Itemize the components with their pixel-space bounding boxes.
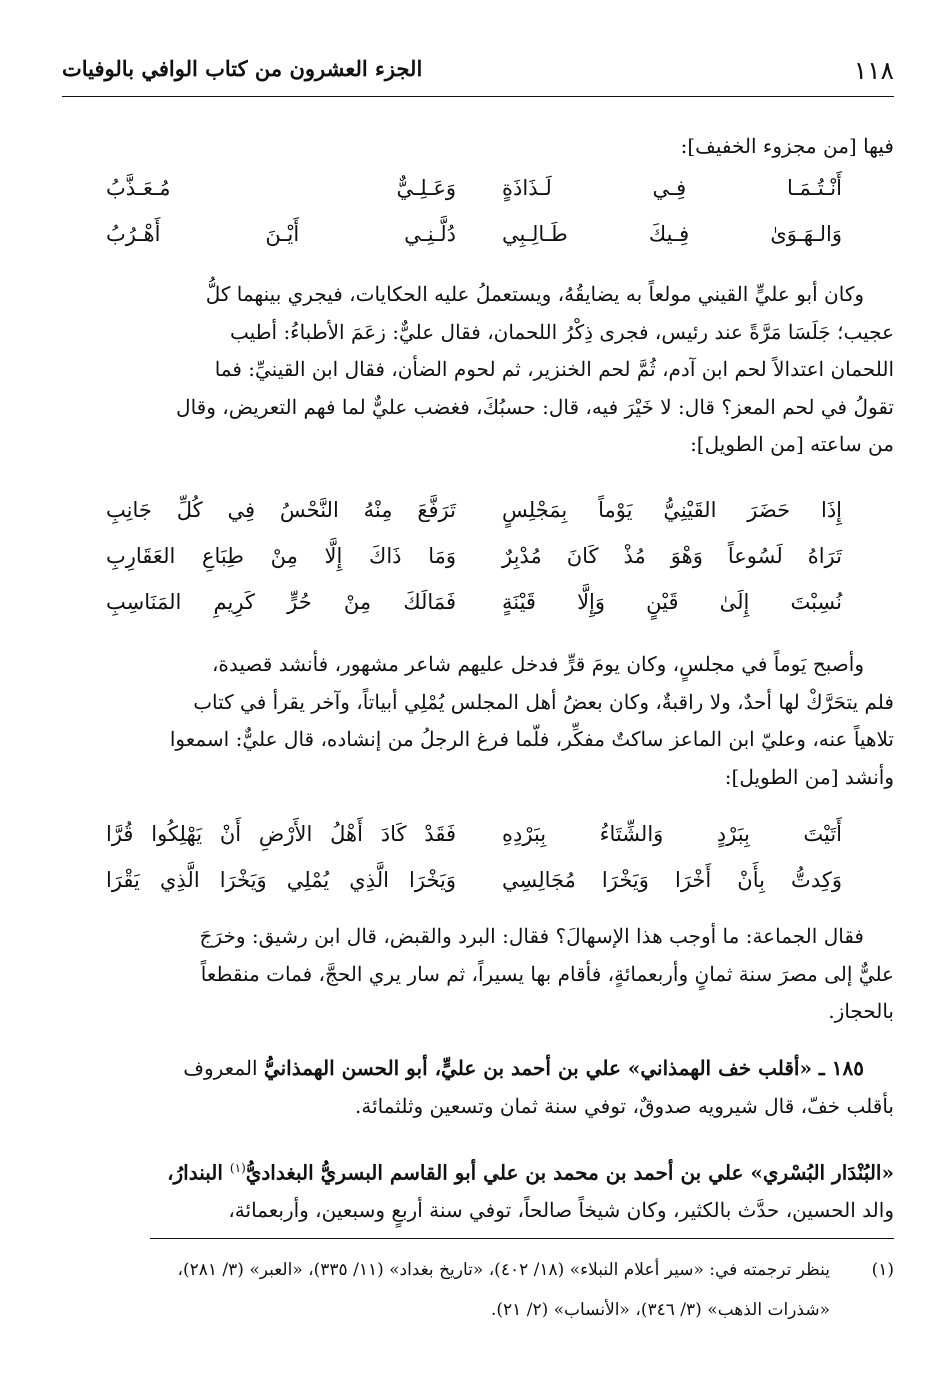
entry-185 — [62, 1050, 894, 1125]
footnote-ref[interactable]: (١) — [229, 1161, 246, 1175]
page-number: ١١٨ — [853, 56, 894, 85]
footnote-mark: (١) — [871, 1260, 894, 1280]
text-line: عجيب؛ جَلَسَا مَرَّةً عند رئيس، فجرى ذِكْرُ اللحمان، فقال عليٌّ: زعَمَ الأطباءُ: أطيب — [229, 319, 894, 344]
verse-sadr: وَكِدتُّ بِأَنْ أَخْرَا وَيَخْرَا مُجَالِسِي — [502, 868, 842, 892]
verse-line — [62, 538, 894, 584]
entry-185-heading: ١٨٥ ـ «أقلب خف الهمذاني» علي بن أحمد بن عليٍّ، أبو الحسن الهمذانيُّ — [263, 1056, 864, 1080]
paragraph-2 — [62, 646, 894, 796]
text-line: بالحجاز. — [828, 999, 894, 1023]
verse-line — [62, 816, 894, 862]
verse-ajuz: دُلَّـنِـي أَيْـنَ أَهْـرُبُ — [106, 222, 456, 246]
text-line: من ساعته [من الطويل]: — [690, 432, 894, 456]
verse-sadr: إِذَا حَضَرَ القَيْنِيُّ يَوْماً بِمَجْلِسٍ — [502, 498, 842, 522]
text-line: بأقلب خفّ، قال شيرويه صدوقٌ، توفي سنة ثمان وتسعين وثلثمائة. — [354, 1093, 894, 1118]
poem-3 — [62, 816, 894, 908]
entry-bundar-heading-tail: البندارُ، — [167, 1160, 230, 1185]
verse-line — [62, 492, 894, 538]
header-rule — [62, 96, 894, 97]
text-line: تقولُ في لحم المعز؟ قال: لا خَيْرَ فيه، قال: حسبُكَ، فغضب عليٌّ لما فهم التعريض، وقال — [176, 394, 894, 419]
verse-ajuz: وَمَا ذَاكَ إِلَّا مِنْ طِبَاعِ العَقَارِبِ — [106, 544, 456, 568]
poem-2 — [62, 492, 894, 630]
intro-line — [62, 128, 894, 166]
entry-bundar — [62, 1150, 894, 1230]
footnote-line: «شذرات الذهب» (٣/ ٣٤٦)، «الأنساب» (٢/ ٢١). — [491, 1300, 830, 1320]
verse-line — [62, 862, 894, 908]
text-line: فلم يتحَرَّكْ لها أحدٌ، ولا راقبةٌ، وكان بعضُ أهل المجلس يُمْلِي أبياتاً، وآخر يقرأ في كتاب — [193, 689, 894, 714]
text-line: اللحمان اعتدالاً لحم ابن آدم، ثُمَّ لحم الخنزير، ثم لحوم الضأن، فقال ابن القينيِّ: فما — [214, 357, 894, 381]
text-line: تلاهياً عنه، وعليّ ابن الماعز ساكتٌ مفكِّر، فلّما فرغ الرجلُ من إنشاده، قال عليٌّ: اسمعوا — [169, 727, 894, 751]
entry-bundar-heading: «البُنْدَار البُسْري» علي بن أحمد بن محمد بن علي أبو القاسم البسريُّ البغداديُّ — [245, 1160, 894, 1185]
text-line: والد الحسين، حدَّث بالكثير، وكان شيخاً صالحاً، توفي سنة أربعٍ وسبعين، وأربعمائة، — [228, 1198, 894, 1223]
footnote-rule — [150, 1238, 894, 1239]
paragraph-1 — [62, 276, 894, 464]
footnote-1 — [62, 1250, 894, 1330]
text-line: وأصبح يَوماً في مجلسٍ، وكان يومَ قرٍّ فدخل عليهم شاعر مشهور، فأنشد قصيدة، — [211, 652, 864, 676]
verse-ajuz: فَقَدْ كَادَ أَهْلُ الأَرْضِ أَنْ يَهْلِكُوا قُرَّا — [106, 822, 456, 846]
running-title: الجزء العشرون من كتاب الوافي بالوفيات — [62, 56, 423, 81]
footnote-body — [62, 1250, 830, 1330]
verse-sadr: أَتَيْتَ بِبَرْدٍ وَالشِّتَاءُ بِبَرْدِهِ — [502, 822, 842, 846]
poem-1 — [62, 170, 894, 262]
text-line: عليٌّ إلى مصرَ سنة ثمانٍ وأربعمائةٍ، فأقام بها يسيراً، ثم سار يري الحجَّ، فمات منقطعاً — [200, 961, 894, 986]
intro-text: فيها [من مجزوء الخفيف]: — [680, 134, 894, 158]
paragraph-3 — [62, 918, 894, 1031]
verse-sadr: أَنْـتُـمَـا فِـي لَـذَاذَةٍ — [502, 176, 842, 200]
verse-ajuz: وَعَـلِـيٌّ مُـعَـذَّبُ — [106, 176, 456, 200]
text-line: وأنشد [من الطويل]: — [724, 764, 894, 789]
entry-bundar-line1 — [62, 1150, 894, 1192]
text-line: فقال الجماعة: ما أوجب هذا الإسهالَ؟ فقال: البرد والقبض، قال ابن رشيق: وخرَجَ — [199, 924, 864, 948]
verse-sadr: تَرَاهُ لَسُوعاً وَهْوَ مُذْ كَانَ مُدْبِرٌ — [502, 544, 842, 568]
running-header — [62, 52, 894, 98]
verse-ajuz: تَرَفَّعَ مِنْهُ النَّحْسُ فِي كُلِّ جَانِبِ — [106, 498, 456, 522]
entry-185-line1 — [62, 1050, 894, 1088]
verse-ajuz: وَيَخْرَا الَّذِي يُمْلِي وَيَخْرَا الَّذِي يَقْرَا — [106, 868, 456, 892]
verse-line — [62, 170, 894, 216]
verse-sadr: نُسِبْتَ إِلَىٰ قَيْنٍ وَإِلَّا قَيْنَةٍ — [502, 590, 842, 614]
text-line: وكان أبو عليٍّ القيني مولعاً به يضايقُهُ، ويستعملُ عليه الحكايات، فيجري بينهما كلُّ — [205, 282, 864, 306]
verse-ajuz: فَمَالَكَ مِنْ حُرٍّ كَرِيمِ المَنَاسِبِ — [106, 590, 456, 614]
verse-sadr: وَالـهَـوَىٰ فِـيكَ طَـالِـبِي — [502, 222, 842, 246]
entry-185-rest: المعروف — [183, 1056, 264, 1080]
footnote-line: ينظر ترجمته في: «سير أعلام النبلاء» (١٨/ ٤٠٢)، «تاريخ بغداد» (١١/ ٣٣٥)، «العبر» (٣/ ٢٨١)، — [177, 1260, 830, 1280]
verse-line — [62, 584, 894, 630]
verse-line — [62, 216, 894, 262]
